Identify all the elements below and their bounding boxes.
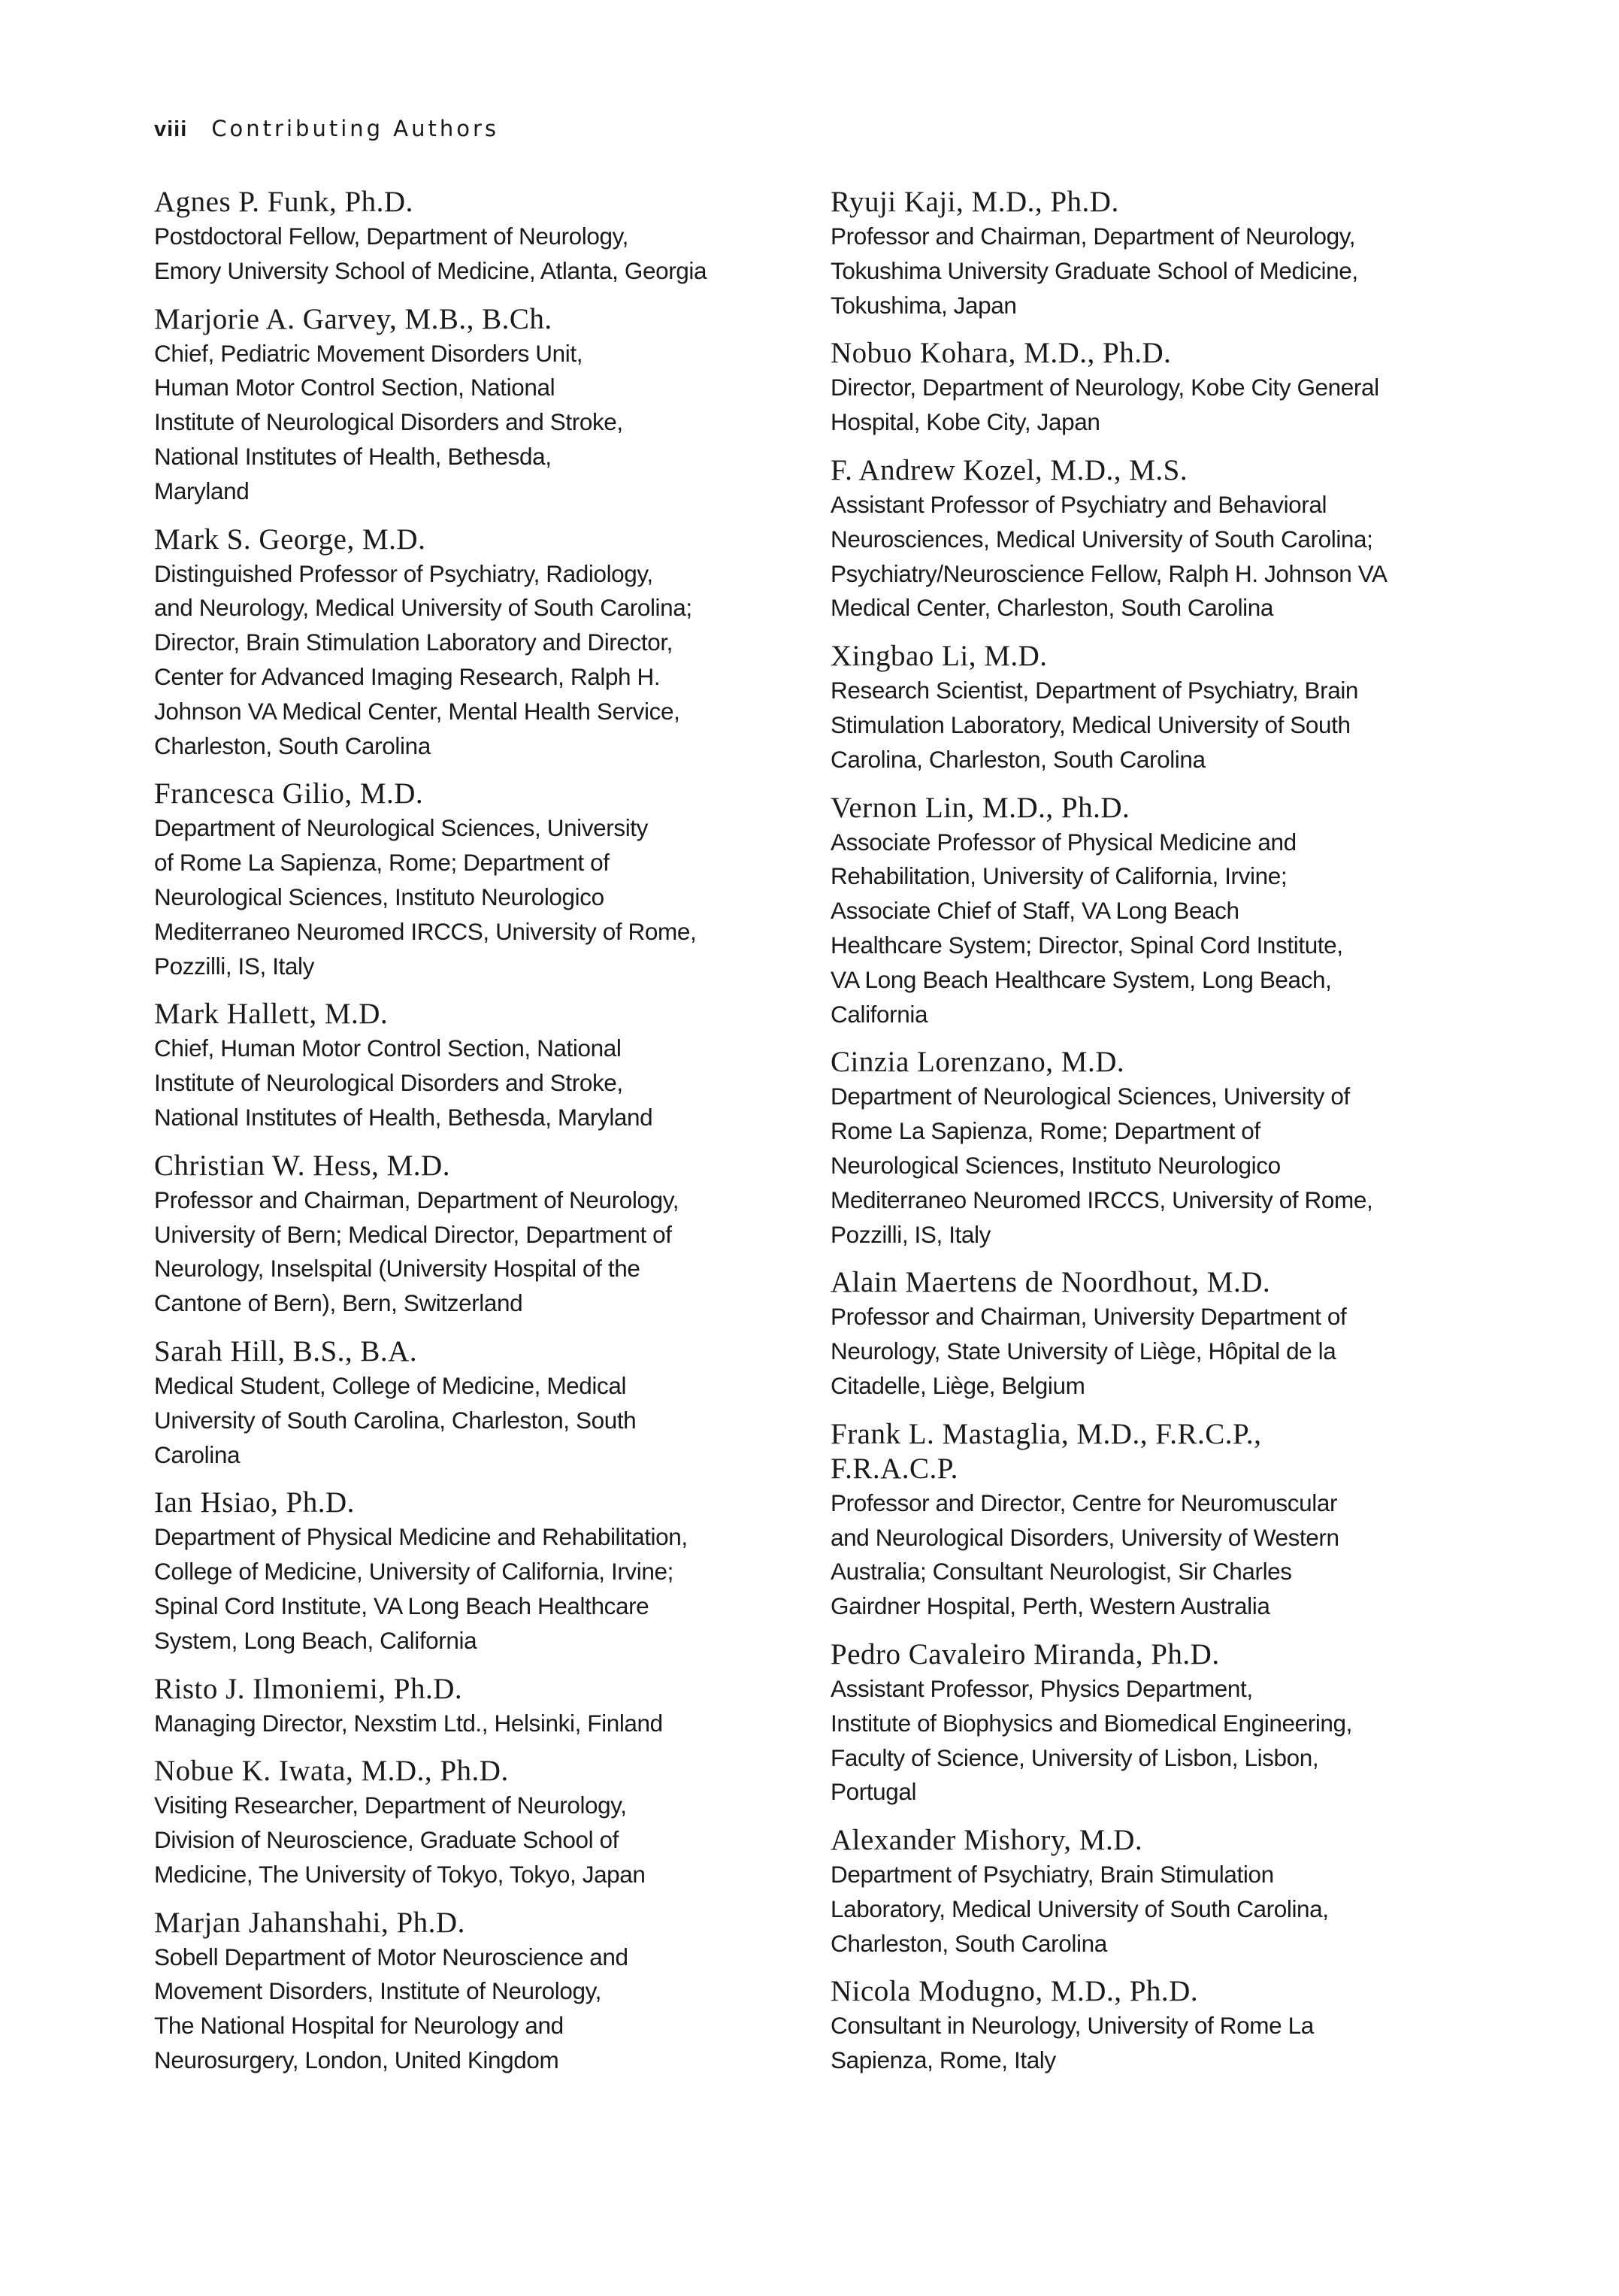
author-entry — [154, 777, 800, 983]
affiliation-line: Visiting Researcher, Department of Neurology, — [154, 1792, 627, 1819]
affiliation-line: Rome La Sapienza, Rome; Department of — [831, 1117, 1260, 1145]
affiliation-line: College of Medicine, University of California, Irvine; — [154, 1558, 673, 1586]
affiliation-line: Rehabilitation, University of California, Irvine; — [831, 862, 1288, 890]
author-name: Christian W. Hess, M.D. — [154, 1149, 450, 1182]
affiliation-line: Johnson VA Medical Center, Mental Health Service, — [154, 697, 680, 725]
author-entry — [154, 185, 800, 289]
author-entry — [154, 523, 800, 764]
author-name: Nobuo Kohara, M.D., Ph.D. — [831, 337, 1172, 370]
affiliation-line: Sobell Department of Motor Neuroscience and — [154, 1943, 628, 1970]
affiliation-line: Movement Disorders, Institute of Neurology, — [154, 1977, 601, 2005]
affiliation-line: Assistant Professor, Physics Department, — [831, 1674, 1253, 1702]
affiliation-line: Department of Neurological Sciences, University — [154, 814, 648, 842]
affiliation-line: Division of Neuroscience, Graduate School of — [154, 1826, 619, 1854]
affiliation-line: Assistant Professor of Psychiatry and Behavioral — [831, 490, 1327, 518]
left-column — [154, 185, 800, 2092]
author-entry — [154, 1672, 800, 1741]
affiliation-line: Laboratory, Medical University of South Carolina, — [831, 1895, 1329, 1922]
author-name: Cinzia Lorenzano, M.D. — [831, 1046, 1125, 1079]
affiliation-line: Director, Brain Stimulation Laboratory and Director, — [154, 629, 673, 656]
author-entry — [831, 1637, 1492, 1810]
author-affiliation — [831, 220, 1492, 323]
author-name: Mark S. George, M.D. — [154, 523, 426, 556]
author-name: Agnes P. Funk, Ph.D. — [154, 186, 413, 218]
author-entry — [831, 1417, 1492, 1624]
author-affiliation — [831, 1080, 1492, 1252]
author-entry — [831, 639, 1492, 777]
author-name: Risto J. Ilmoniemi, Ph.D. — [154, 1672, 463, 1705]
author-name-line: F.R.A.C.P. — [831, 1452, 958, 1485]
author-affiliation — [154, 220, 800, 289]
affiliation-line: VA Long Beach Healthcare System, Long Beach, — [831, 965, 1332, 993]
author-entry — [154, 1486, 800, 1658]
author-affiliation — [154, 811, 800, 983]
affiliation-line: California — [831, 1000, 928, 1028]
affiliation-line: Managing Director, Nexstim Ltd., Helsinki, Finland — [154, 1709, 663, 1737]
affiliation-line: Distinguished Professor of Psychiatry, Radiology, — [154, 559, 653, 587]
author-name: Mark Hallett, M.D. — [154, 998, 389, 1031]
affiliation-line: Cantone of Bern), Bern, Switzerland — [154, 1289, 523, 1317]
affiliation-line: University of Bern; Medical Director, Department of — [154, 1220, 672, 1248]
affiliation-line: Healthcare System; Director, Spinal Cord Institute, — [831, 931, 1343, 959]
author-affiliation — [154, 337, 800, 509]
affiliation-line: Carolina — [154, 1440, 241, 1468]
author-entry — [154, 1334, 800, 1472]
affiliation-line: Medical Center, Charleston, South Carolina — [831, 594, 1274, 622]
affiliation-line: Medical Student, College of Medicine, Medical — [154, 1371, 627, 1399]
page-number: viii — [154, 117, 188, 141]
affiliation-line: Associate Chief of Staff, VA Long Beach — [831, 897, 1239, 925]
affiliation-line: Psychiatry/Neuroscience Fellow, Ralph H. Johnson VA — [831, 559, 1387, 587]
affiliation-line: Institute of Neurological Disorders and Stroke, — [154, 1069, 623, 1097]
author-name: Alexander Mishory, M.D. — [831, 1824, 1143, 1857]
author-affiliation — [831, 1300, 1492, 1403]
author-entry — [831, 1823, 1492, 1961]
affiliation-line: Carolina, Charleston, South Carolina — [831, 745, 1206, 773]
author-entry — [154, 302, 800, 509]
author-entry — [831, 185, 1492, 323]
affiliation-line: Hospital, Kobe City, Japan — [831, 408, 1100, 436]
affiliation-line: Chief, Human Motor Control Section, National — [154, 1034, 622, 1062]
author-name-line: Frank L. Mastaglia, M.D., F.R.C.P., — [831, 1417, 1262, 1450]
affiliation-line: Portugal — [831, 1778, 917, 1806]
author-name: Marjan Jahanshahi, Ph.D. — [154, 1906, 465, 1939]
author-name: Nicola Modugno, M.D., Ph.D. — [831, 1975, 1199, 2008]
author-affiliation — [154, 1031, 800, 1134]
author-affiliation — [154, 1183, 800, 1321]
affiliation-line: Neurosciences, Medical University of South Carolina; — [831, 525, 1373, 553]
affiliation-line: Medicine, The University of Tokyo, Tokyo, Japan — [154, 1860, 646, 1888]
affiliation-line: Human Motor Control Section, National — [154, 374, 555, 401]
affiliation-line: Sapienza, Rome, Italy — [831, 2046, 1056, 2074]
affiliation-line: Mediterraneo Neuromed IRCCS, University of Rome, — [154, 917, 697, 945]
affiliation-line: Tokushima, Japan — [831, 291, 1017, 319]
author-entry — [154, 1754, 800, 1892]
author-entry — [831, 453, 1492, 625]
author-name: F. Andrew Kozel, M.D., M.S. — [831, 453, 1188, 486]
affiliation-line: Consultant in Neurology, University of Rome La — [831, 2012, 1314, 2040]
affiliation-line: Professor and Director, Centre for Neuromuscular — [831, 1489, 1338, 1516]
author-affiliation — [831, 371, 1492, 440]
affiliation-line: and Neurological Disorders, University of Western — [831, 1523, 1339, 1551]
affiliation-line: Neurology, Inselspital (University Hospital of the — [154, 1255, 640, 1283]
author-name: Xingbao Li, M.D. — [831, 640, 1048, 673]
affiliation-line: The National Hospital for Neurology and — [154, 2012, 564, 2040]
affiliation-line: Citadelle, Liège, Belgium — [831, 1371, 1085, 1399]
affiliation-line: Faculty of Science, University of Lisbon, Lisbon, — [831, 1743, 1319, 1771]
author-name: Alain Maertens de Noordhout, M.D. — [831, 1266, 1271, 1299]
author-affiliation — [831, 674, 1492, 777]
affiliation-line: Department of Physical Medicine and Rehabilitation, — [154, 1523, 688, 1551]
author-affiliation — [154, 1520, 800, 1658]
affiliation-line: Research Scientist, Department of Psychiatry, Brain — [831, 677, 1359, 704]
author-affiliation — [154, 557, 800, 764]
affiliation-line: Neurology, State University of Liège, Hôpital de la — [831, 1337, 1336, 1365]
affiliation-line: Director, Department of Neurology, Kobe City General — [831, 374, 1379, 401]
affiliation-line: Neurological Sciences, Instituto Neurologico — [154, 883, 604, 910]
affiliation-line: Center for Advanced Imaging Research, Ralph H. — [154, 662, 661, 690]
author-entry — [154, 1149, 800, 1321]
affiliation-line: Charleston, South Carolina — [831, 1929, 1107, 1957]
affiliation-line: Tokushima University Graduate School of Medicine, — [831, 256, 1358, 284]
author-entry — [831, 1265, 1492, 1403]
affiliation-line: Australia; Consultant Neurologist, Sir Charles — [831, 1558, 1292, 1586]
author-entry — [831, 1045, 1492, 1252]
right-column — [831, 185, 1492, 2092]
author-affiliation — [831, 1858, 1492, 1961]
affiliation-line: Postdoctoral Fellow, Department of Neurology, — [154, 223, 628, 250]
running-head-title: Contributing Authors — [211, 116, 499, 141]
author-entry — [154, 997, 800, 1134]
affiliation-line: of Rome La Sapienza, Rome; Department of — [154, 849, 610, 877]
author-entry — [831, 336, 1492, 440]
author-affiliation — [154, 1369, 800, 1472]
author-affiliation — [831, 1486, 1492, 1624]
author-name: Vernon Lin, M.D., Ph.D. — [831, 791, 1130, 824]
author-affiliation — [831, 1672, 1492, 1810]
author-name: Nobue K. Iwata, M.D., Ph.D. — [154, 1755, 509, 1788]
affiliation-line: Stimulation Laboratory, Medical University of South — [831, 710, 1351, 738]
affiliation-line: Department of Psychiatry, Brain Stimulation — [831, 1861, 1274, 1889]
author-affiliation — [831, 825, 1492, 1032]
affiliation-line: National Institutes of Health, Bethesda, — [154, 442, 552, 470]
running-head — [154, 116, 499, 146]
affiliation-line: Maryland — [154, 477, 250, 504]
affiliation-line: Pozzilli, IS, Italy — [154, 952, 314, 980]
author-name: Francesca Gilio, M.D. — [154, 777, 424, 810]
author-affiliation — [831, 2009, 1492, 2078]
affiliation-line: Institute of Biophysics and Biomedical Engineering, — [831, 1709, 1353, 1737]
affiliation-line: Institute of Neurological Disorders and Stroke, — [154, 408, 623, 436]
affiliation-line: Gairdner Hospital, Perth, Western Australia — [831, 1592, 1270, 1620]
affiliation-line: Chief, Pediatric Movement Disorders Unit, — [154, 339, 583, 367]
author-name — [831, 1417, 1492, 1486]
author-entry — [154, 1906, 800, 2078]
author-name: Sarah Hill, B.S., B.A. — [154, 1334, 418, 1368]
author-affiliation — [154, 1707, 800, 1741]
affiliation-line: Pozzilli, IS, Italy — [831, 1220, 991, 1248]
author-name: Ryuji Kaji, M.D., Ph.D. — [831, 186, 1119, 218]
author-name: Marjorie A. Garvey, M.B., B.Ch. — [154, 302, 552, 335]
affiliation-line: Mediterraneo Neuromed IRCCS, University of Rome, — [831, 1186, 1373, 1213]
author-affiliation — [154, 1789, 800, 1892]
affiliation-line: System, Long Beach, California — [154, 1626, 477, 1654]
affiliation-line: Spinal Cord Institute, VA Long Beach Healthcare — [154, 1592, 649, 1619]
affiliation-line: Professor and Chairman, Department of Neurology, — [831, 223, 1356, 250]
affiliation-line: National Institutes of Health, Bethesda, Maryland — [154, 1103, 653, 1131]
author-affiliation — [154, 1940, 800, 2078]
author-entry — [831, 1974, 1492, 2078]
affiliation-line: Professor and Chairman, Department of Neurology, — [154, 1186, 679, 1213]
affiliation-line: Neurosurgery, London, United Kingdom — [154, 2046, 559, 2074]
affiliation-line: Charleston, South Carolina — [154, 732, 431, 759]
affiliation-line: Emory University School of Medicine, Atlanta, Georgia — [154, 256, 707, 284]
affiliation-line: Department of Neurological Sciences, University of — [831, 1083, 1350, 1110]
author-name: Ian Hsiao, Ph.D. — [154, 1486, 355, 1519]
author-affiliation — [831, 488, 1492, 625]
affiliation-line: Neurological Sciences, Instituto Neurologico — [831, 1151, 1281, 1179]
affiliation-line: Associate Professor of Physical Medicine and — [831, 828, 1297, 856]
affiliation-line: and Neurology, Medical University of South Carolina; — [154, 594, 692, 622]
author-entry — [831, 791, 1492, 1032]
affiliation-line: Professor and Chairman, University Department of — [831, 1303, 1347, 1331]
author-name: Pedro Cavaleiro Miranda, Ph.D. — [831, 1637, 1220, 1671]
affiliation-line: University of South Carolina, Charleston, South — [154, 1406, 637, 1434]
